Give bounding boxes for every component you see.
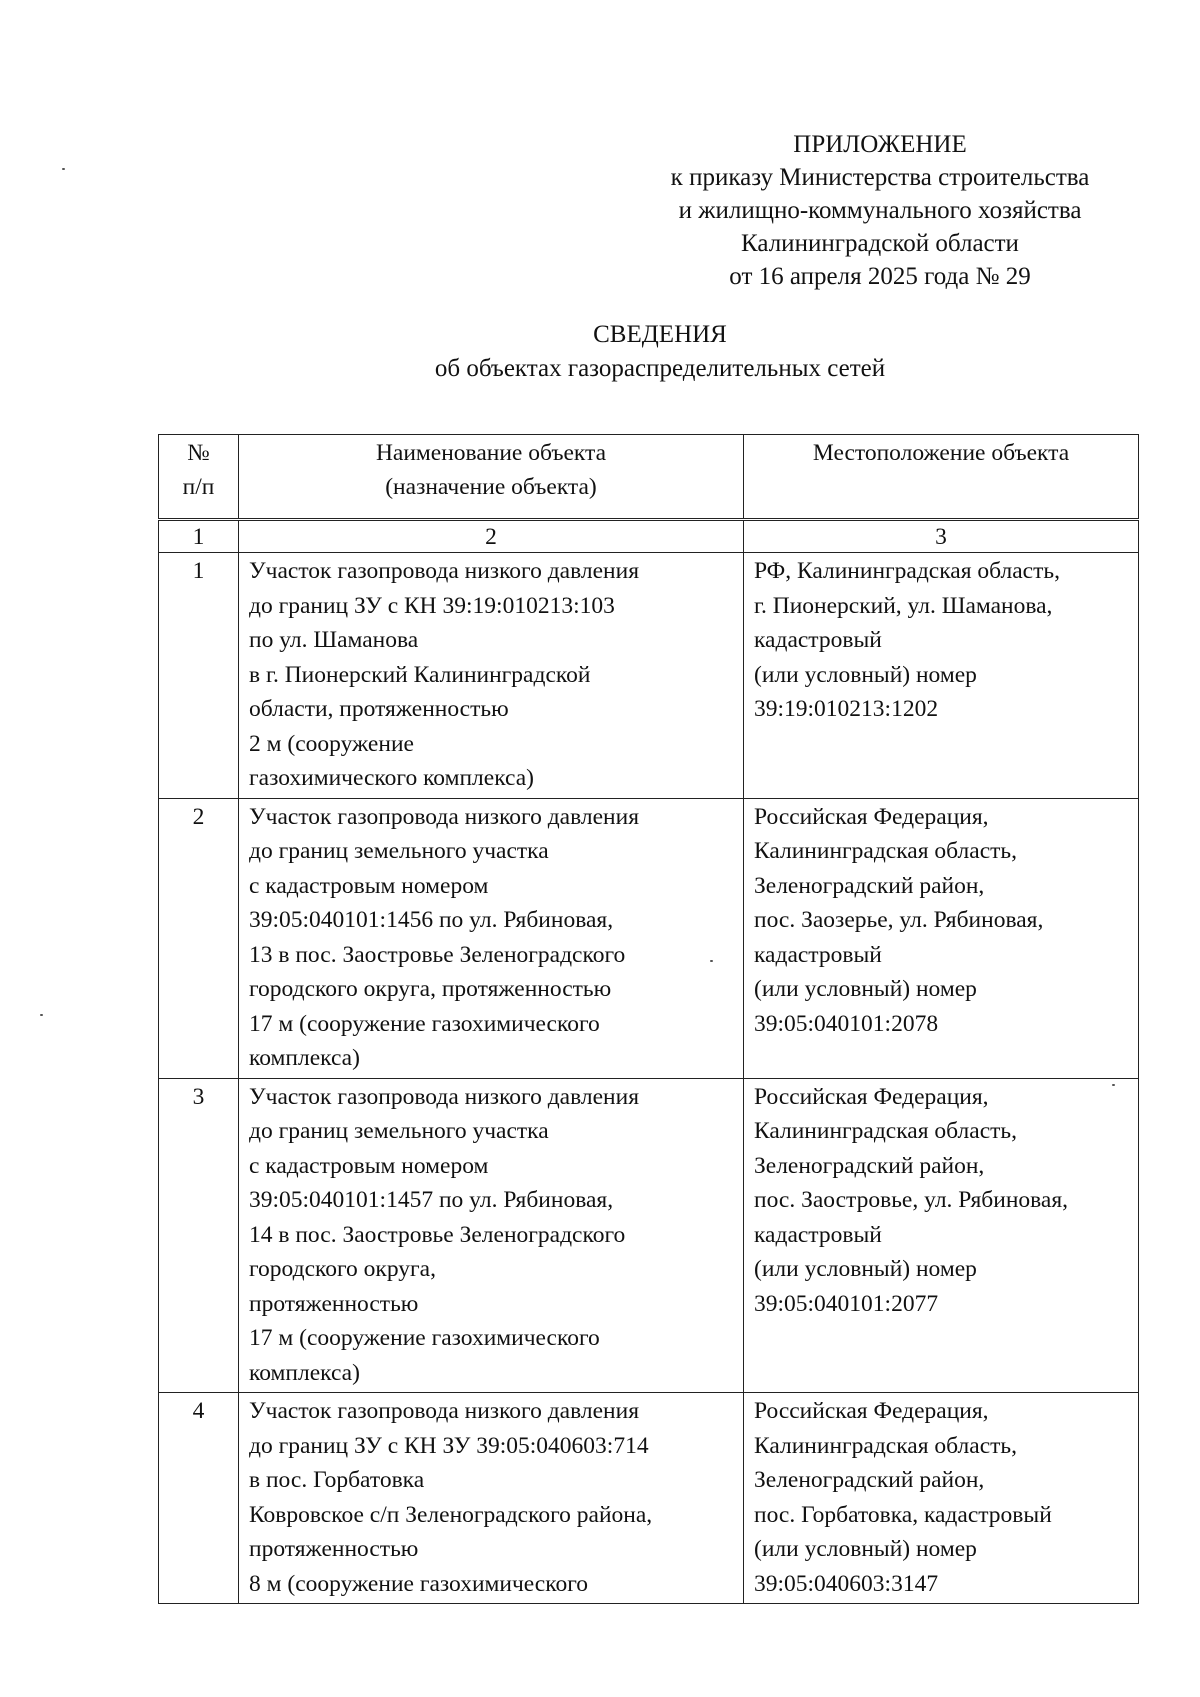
column-number: 1 bbox=[159, 520, 239, 553]
object-name-line: 14 в пос. Заостровье Зеленоградского bbox=[249, 1221, 626, 1248]
object-location-line: Калининградская область, bbox=[754, 1118, 1017, 1144]
header-object-name bbox=[239, 435, 744, 520]
object-location-line: (или условный) номер bbox=[754, 661, 977, 688]
object-name-line: 39:05:040101:1457 по ул. Рябиновая, bbox=[249, 1187, 614, 1213]
object-name-line: 8 м (сооружение газохимического bbox=[249, 1570, 589, 1597]
object-name-line: в пос. Горбатовка bbox=[249, 1467, 425, 1493]
object-name-line: протяженностью bbox=[249, 1536, 419, 1562]
object-location-line: г. Пионерский, ул. Шаманова, bbox=[754, 592, 1053, 619]
object-location-line: кадастровый bbox=[754, 941, 882, 968]
object-name-line: 2 м (сооружение bbox=[249, 730, 414, 757]
object-name-line: с кадастровым номером bbox=[249, 872, 489, 899]
appendix-order-date: от 16 апреля 2025 года № 29 bbox=[729, 263, 1031, 290]
column-number: 3 bbox=[744, 520, 1139, 553]
document-title: СВЕДЕНИЯ bbox=[593, 321, 727, 348]
object-location-line: (или условный) номер bbox=[754, 976, 977, 1002]
object-name-line: городского округа, bbox=[249, 1256, 436, 1282]
header-object-name-line: Наименование объекта bbox=[375, 440, 607, 466]
object-name-line: до границ ЗУ с КН ЗУ 39:05:040603:714 bbox=[249, 1432, 649, 1459]
table-row bbox=[159, 1078, 1139, 1393]
object-name-line: по ул. Шаманова bbox=[249, 627, 419, 653]
object-name-line: в г. Пионерский Калининградской bbox=[249, 661, 591, 688]
row-number: 1 bbox=[159, 553, 239, 799]
object-location-cell bbox=[744, 798, 1139, 1078]
object-name-line: Участок газопровода низкого давления bbox=[249, 1083, 640, 1110]
object-name-cell bbox=[239, 1078, 744, 1393]
object-name-line: до границ земельного участка bbox=[249, 838, 549, 864]
scan-speck bbox=[40, 1014, 43, 1016]
object-location-line: 39:19:010213:1202 bbox=[754, 696, 939, 722]
column-number-row bbox=[159, 520, 1139, 553]
object-name-line: 39:05:040101:1456 по ул. Рябиновая, bbox=[249, 907, 614, 933]
document-heading bbox=[300, 318, 1020, 386]
object-location-line: (или условный) номер bbox=[754, 1536, 977, 1562]
scan-speck bbox=[710, 960, 713, 962]
table-row bbox=[159, 1393, 1139, 1604]
object-location-line: пос. Заозерье, ул. Рябиновая, bbox=[754, 907, 1044, 933]
object-name-line: газохимического комплекса) bbox=[249, 765, 535, 791]
object-location-line: Зеленоградский район, bbox=[754, 1467, 985, 1493]
object-location-line: пос. Горбатовка, кадастровый bbox=[754, 1501, 1052, 1528]
object-location-line: Калининградская область, bbox=[754, 838, 1017, 864]
object-location-line: кадастровый bbox=[754, 627, 882, 653]
object-name-line: протяженностью bbox=[249, 1290, 419, 1317]
column-number: 2 bbox=[239, 520, 744, 553]
appendix-line: и жилищно-коммунального хозяйства bbox=[678, 197, 1082, 224]
table-header-row bbox=[159, 435, 1139, 520]
object-name-line: до границ ЗУ с КН 39:19:010213:103 bbox=[249, 592, 615, 619]
row-number: 4 bbox=[159, 1393, 239, 1604]
table-row bbox=[159, 553, 1139, 799]
document-subtitle: об объектах газораспределительных сетей bbox=[434, 355, 886, 382]
header-object-location: Местоположение объекта bbox=[744, 435, 1139, 520]
object-location-line: Российская Федерация, bbox=[754, 1083, 989, 1110]
table-body bbox=[159, 553, 1139, 1604]
appendix-title: ПРИЛОЖЕНИЕ bbox=[793, 131, 967, 158]
object-name-line: 17 м (сооружение газохимического bbox=[249, 1325, 600, 1351]
object-name-line: 13 в пос. Заостровье Зеленоградского bbox=[249, 941, 626, 968]
object-location-line: РФ, Калининградская область, bbox=[754, 558, 1060, 584]
object-name-line: до границ земельного участка bbox=[249, 1118, 549, 1144]
scan-speck bbox=[1112, 1084, 1115, 1086]
object-name-line: Ковровское с/п Зеленоградского района, bbox=[249, 1501, 653, 1528]
object-location-cell bbox=[744, 1078, 1139, 1393]
header-object-purpose-line: (назначение объекта) bbox=[385, 474, 597, 500]
object-name-line: Участок газопровода низкого давления bbox=[249, 1398, 640, 1424]
object-name-line: с кадастровым номером bbox=[249, 1152, 489, 1179]
row-number: 3 bbox=[159, 1078, 239, 1393]
object-location-line: Зеленоградский район, bbox=[754, 872, 985, 899]
object-location-line: Калининградская область, bbox=[754, 1432, 1017, 1459]
header-number bbox=[159, 435, 239, 520]
row-number: 2 bbox=[159, 798, 239, 1078]
object-location-line: (или условный) номер bbox=[754, 1256, 977, 1282]
object-name-line: 17 м (сооружение газохимического bbox=[249, 1010, 600, 1037]
object-location-line: 39:05:040101:2077 bbox=[754, 1290, 939, 1317]
object-location-line: 39:05:040603:3147 bbox=[754, 1570, 939, 1597]
object-name-line: области, протяженностью bbox=[249, 696, 509, 722]
object-name-cell bbox=[239, 1393, 744, 1604]
object-name-cell bbox=[239, 798, 744, 1078]
object-name-line: Участок газопровода низкого давления bbox=[249, 558, 640, 584]
object-location-cell bbox=[744, 553, 1139, 799]
object-location-line: пос. Заостровье, ул. Рябиновая, bbox=[754, 1187, 1069, 1213]
scan-speck bbox=[62, 168, 65, 170]
objects-table bbox=[158, 434, 1139, 1604]
header-number-abbr: п/п bbox=[182, 474, 215, 500]
object-name-cell bbox=[239, 553, 744, 799]
object-name-line: комплекса) bbox=[249, 1359, 360, 1386]
object-location-line: Российская Федерация, bbox=[754, 803, 989, 830]
object-name-line: Участок газопровода низкого давления bbox=[249, 803, 640, 830]
object-location-line: кадастровый bbox=[754, 1221, 882, 1248]
object-location-line: Зеленоградский район, bbox=[754, 1152, 985, 1179]
header-number-sign: № bbox=[187, 440, 210, 466]
object-location-cell bbox=[744, 1393, 1139, 1604]
object-name-line: городского округа, протяженностью bbox=[249, 976, 612, 1002]
appendix-block bbox=[620, 128, 1140, 293]
object-location-line: Российская Федерация, bbox=[754, 1398, 989, 1424]
object-name-line: комплекса) bbox=[249, 1045, 360, 1071]
appendix-line: Калининградской области bbox=[741, 230, 1019, 257]
object-location-line: 39:05:040101:2078 bbox=[754, 1010, 939, 1037]
appendix-line: к приказу Министерства строительства bbox=[670, 164, 1090, 191]
table-row bbox=[159, 798, 1139, 1078]
